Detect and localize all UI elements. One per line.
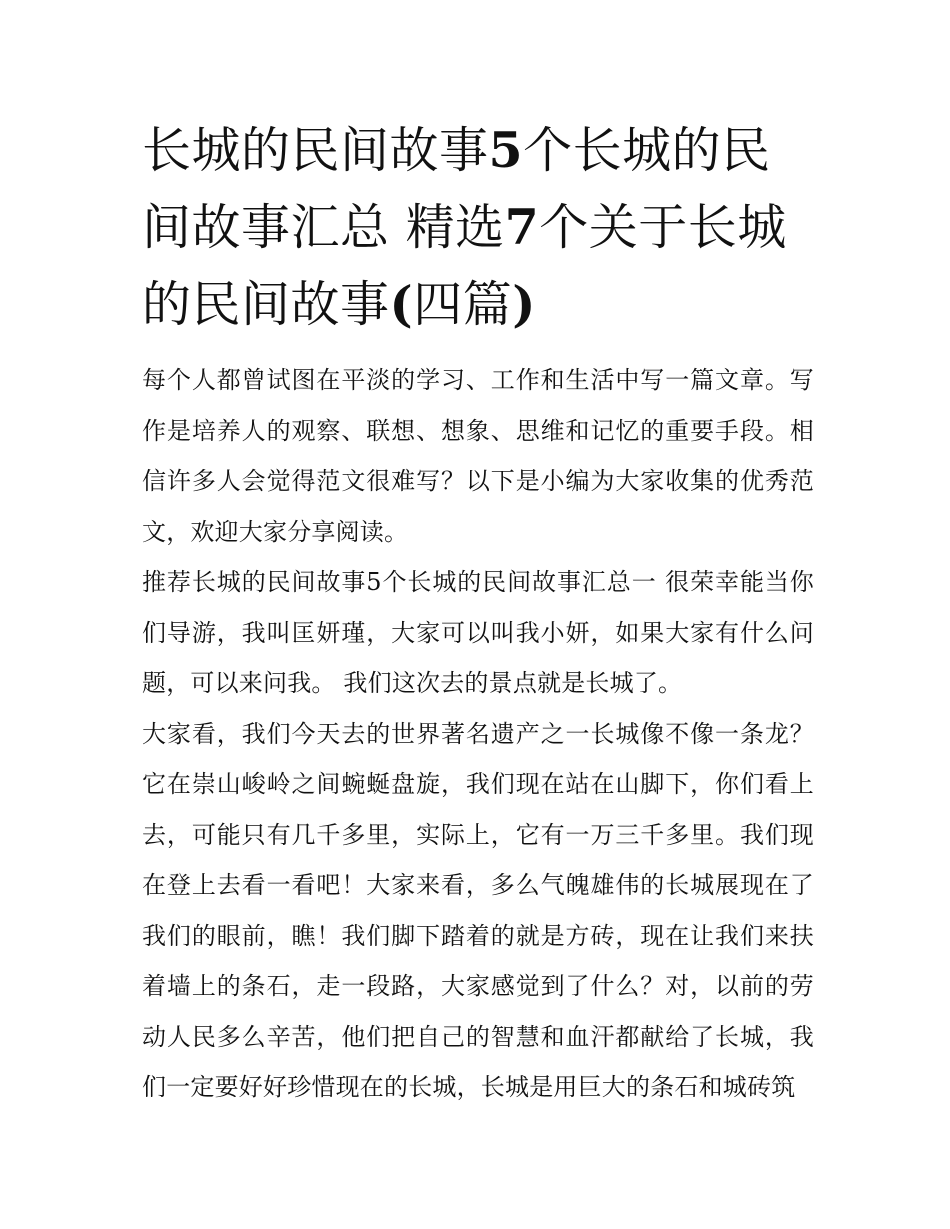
paragraph-intro: 每个人都曾试图在平淡的学习、工作和生活中写一篇文章。写作是培养人的观察、联想、想象、思维和记忆的重要手段。相信许多人会觉得范文很难写？以下是小编为大家收集的优秀范文，欢迎大家分享阅读。 [142,366,814,546]
document-page [142,112,814,1113]
paragraph-great-wall-tour: 大家看，我们今天去的世界著名遗产之一长城像不像一条龙？它在崇山峻岭之间蜿蜒盘旋，我们现在站在山脚下，你们看上去，可能只有几千多里，实际上，它有一万三千多里。我们现在登上去看一看吧！大家来看，多么气魄雄伟的长城展现在了我们的眼前，瞧！我们脚下踏着的就是方砖，现在让我们来扶着墙上的条石，走一段路，大家感觉到了什么？对，以前的劳动人民多么辛苦，他们把自己的智慧和血汗都献给了长城，我们一定要好好珍惜现在的长城，长城是用巨大的条石和城砖筑 [142,719,814,1101]
paragraph-guide-intro: 推荐长城的民间故事5个长城的民间故事汇总一 很荣幸能当你们导游，我叫匡妍瑾，大家可以叫我小妍，如果大家有什么问题，可以来问我。 我们这次去的景点就是长城了。 [142,568,814,697]
document-title: 长城的民间故事5个长城的民间故事汇总 精选7个关于长城的民间故事(四篇) [142,121,787,333]
